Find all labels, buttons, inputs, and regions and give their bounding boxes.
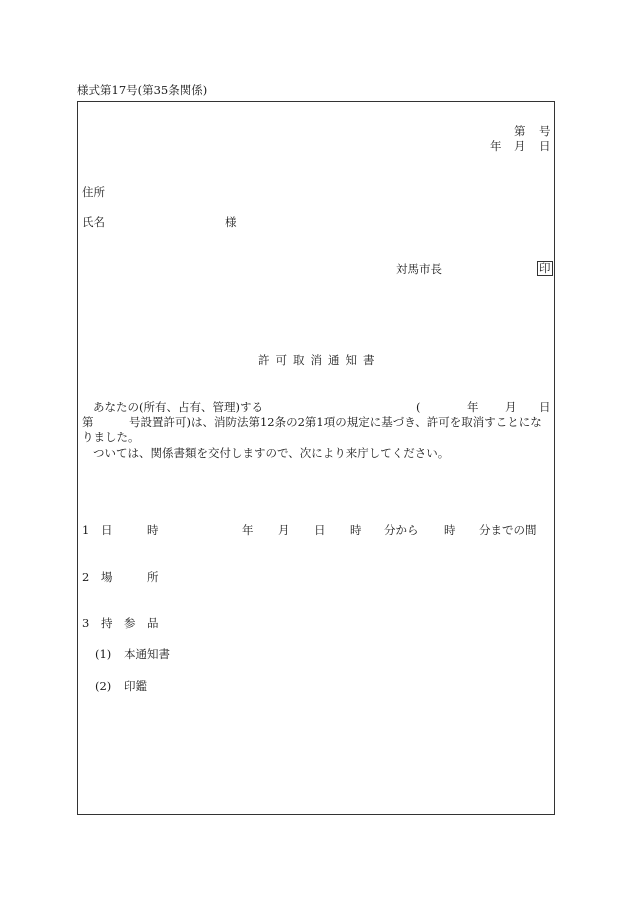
date-day: 日: [539, 139, 551, 153]
body-line1-day: 日: [539, 400, 551, 414]
document-title: 許可取消通知書: [258, 353, 381, 367]
body-line2-rest: 号設置許可)は、消防法第12条の2第1項の規定に基づき、許可を取消すことにな: [129, 415, 542, 429]
sub-item2-text: 印鑑: [124, 679, 147, 693]
item2-label-b: 所: [147, 570, 159, 584]
sub-item2-number: (2): [95, 679, 112, 693]
number-dai: 第: [514, 124, 526, 138]
item1-month: 月: [278, 523, 290, 537]
item3-label-c: 品: [147, 616, 159, 630]
item1-label-b: 時: [147, 523, 159, 537]
item1-year: 年: [242, 523, 254, 537]
number-go: 号: [539, 124, 551, 138]
address-label: 住所: [82, 185, 105, 199]
item3-label-a: 持: [101, 616, 113, 630]
item3-label-b: 参: [124, 616, 136, 630]
item2-label-a: 場: [101, 570, 113, 584]
date-month: 月: [514, 139, 526, 153]
body-line2-dai: 第: [82, 415, 94, 429]
item1-from: 分から: [384, 523, 419, 537]
body-line3: りました。: [82, 430, 140, 444]
item1-hour: 時: [350, 523, 362, 537]
item1-label-a: 日: [101, 523, 113, 537]
item3-number: 3: [82, 616, 90, 630]
item1-day: 日: [314, 523, 326, 537]
honorific: 様: [225, 215, 237, 229]
seal-mark: 印: [539, 261, 551, 275]
body-line1-month: 月: [505, 400, 517, 414]
item2-number: 2: [82, 570, 90, 584]
body-line1-lead: あなたの(所有、占有、管理)する: [93, 400, 263, 414]
sub-item1-number: (1): [95, 647, 112, 661]
body-line4: ついては、関係書類を交付しますので、次により来庁してください。: [93, 446, 450, 460]
sub-item1-text: 本通知書: [124, 647, 170, 661]
body-line1-year: 年: [467, 400, 479, 414]
item1-until: 分までの間: [479, 523, 537, 537]
name-label: 氏名: [82, 215, 105, 229]
item1-number: 1: [82, 523, 90, 537]
item1-hour2: 時: [444, 523, 456, 537]
body-line1-paren: (: [416, 400, 421, 414]
form-number-label: 様式第17号(第35条関係): [77, 83, 208, 97]
date-year: 年: [490, 139, 502, 153]
issuer-title: 対馬市長: [396, 262, 442, 276]
